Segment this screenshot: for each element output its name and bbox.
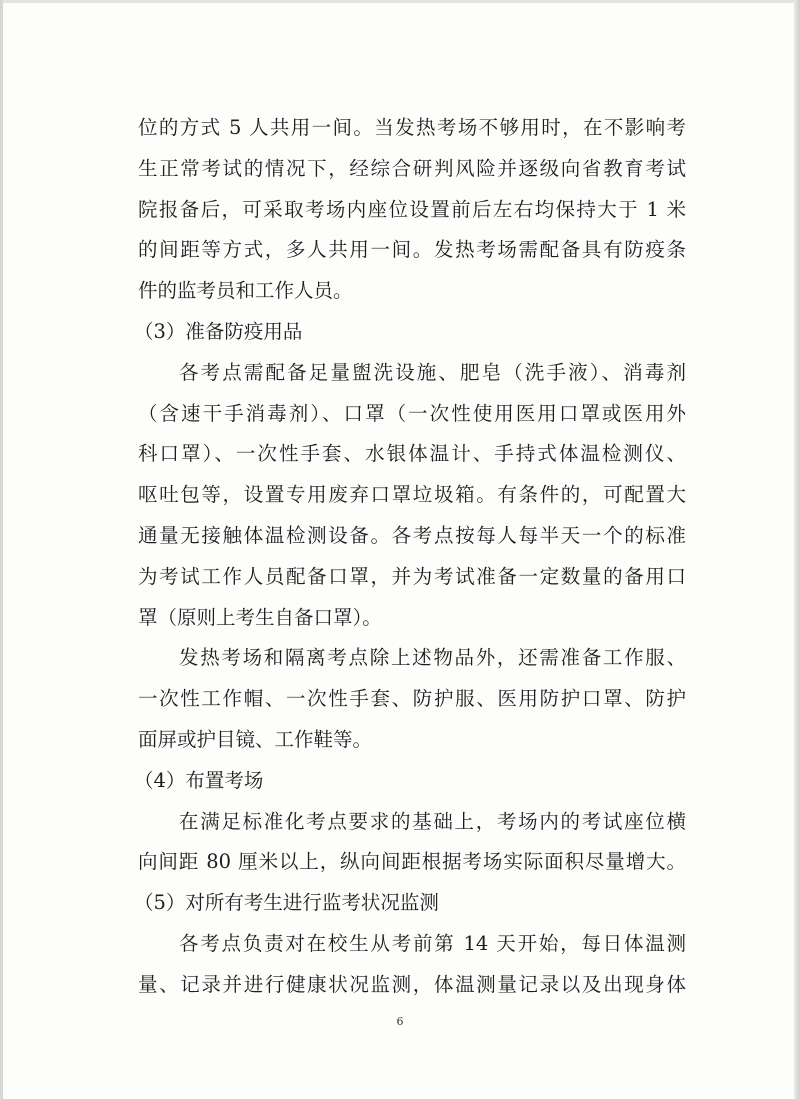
text-line: （含速干手消毒剂）、口罩（一次性使用医用口罩或医用外 (138, 401, 686, 425)
text-line: 通量无接触体温检测设备。各考点按每人每半天一个的标准 (138, 523, 686, 547)
text-line: 院报备后，可采取考场内座位设置前后左右均保持大于 1 米 (138, 197, 686, 221)
scan-edge-top (0, 0, 800, 3)
text-line: 件的监考员和工作人员。 (138, 279, 353, 303)
section-heading-5: （5）对所有考生进行监考状况监测 (134, 891, 439, 915)
text-line: 量、记录并进行健康状况监测，体温测量记录以及出现身体 (138, 972, 686, 996)
text-line: 罩（原则上考生自备口罩）。 (138, 605, 382, 629)
document-body (134, 108, 686, 1006)
paragraph-continuation (138, 108, 686, 312)
text-line: 在满足标准化考点要求的基础上，考场内的考试座位横 (179, 809, 686, 833)
section-heading-4: （4）布置考场 (134, 768, 264, 792)
text-line: 为考试工作人员配备口罩，并为考试准备一定数量的备用口 (138, 564, 686, 588)
text-line: 一次性工作帽、一次性手套、防护服、医用防护口罩、防护 (138, 687, 686, 711)
text-line: 发热考场和隔离考点除上述物品外，还需准备工作服、 (179, 646, 686, 670)
text-line: 向间距 80 厘米以上，纵向间距根据考场实际面积尽量增大。 (138, 850, 686, 874)
scan-edge-left (0, 0, 3, 1099)
paragraph-fever-rooms (138, 638, 686, 760)
text-line: 呕吐包等，设置专用废弃口罩垃圾箱。有条件的，可配置大 (138, 483, 686, 507)
page-number: 6 (396, 1015, 404, 1028)
scan-edge-right (794, 0, 800, 1099)
text-line: 各考点需配备足量盥洗设施、肥皂（洗手液）、消毒剂 (179, 360, 686, 384)
section-heading-3: （3）准备防疫用品 (134, 319, 303, 343)
text-line: 面屏或护目镜、工作鞋等。 (138, 727, 373, 751)
paragraph-room-layout (138, 802, 686, 884)
text-line: 科口罩）、一次性手套、水银体温计、手持式体温检测仪、 (138, 442, 686, 466)
text-line: 各考点负责对在校生从考前第 14 天开始，每日体温测 (179, 931, 686, 955)
text-line: 生正常考试的情况下，经综合研判风险并逐级向省教育考试 (138, 156, 686, 180)
text-line: 位的方式 5 人共用一间。当发热考场不够用时，在不影响考 (138, 116, 686, 139)
text-line: 的间距等方式，多人共用一间。发热考场需配备具有防疫条 (138, 238, 686, 262)
paragraph-monitoring (138, 924, 686, 1006)
paragraph-supplies (138, 353, 686, 639)
